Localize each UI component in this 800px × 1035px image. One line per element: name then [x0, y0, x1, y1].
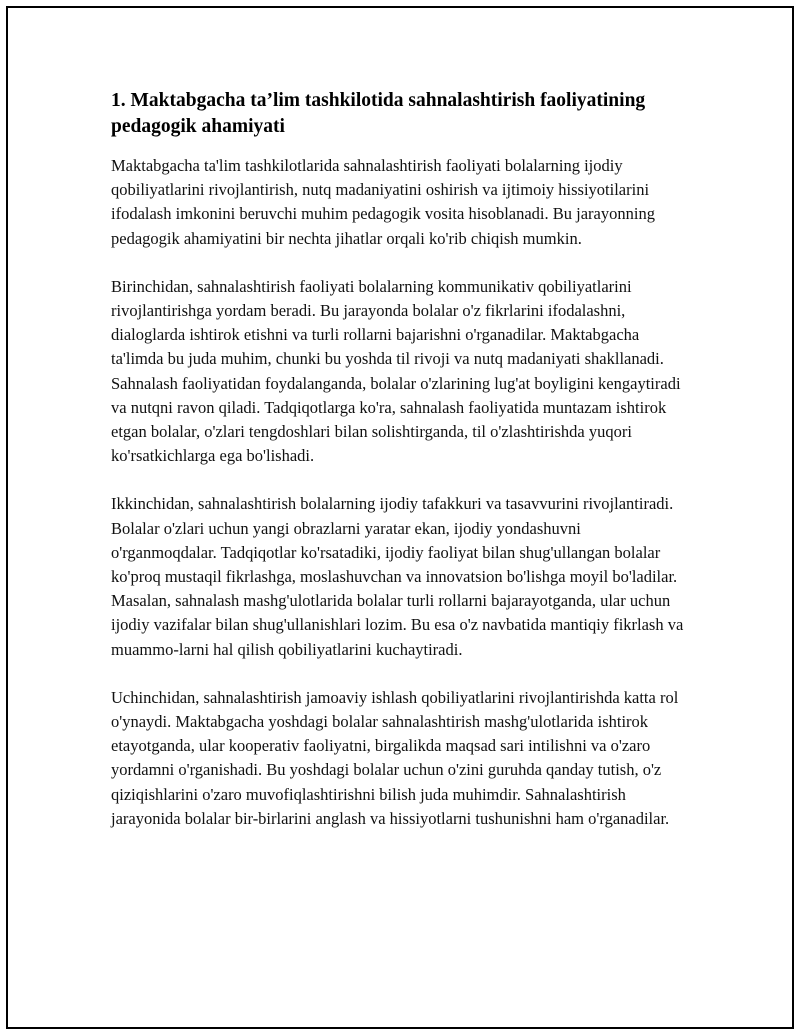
paragraph-intro: Maktabgacha ta'lim tashkilotlarida sahnalashtirish faoliyati bolalarning ijodiy qobiliyatlarini rivojlantirish, nutq madaniyatini oshirish va ijtimoiy hissiyotilarini ifodalash imkonini beruvchi muhim pedagogik vosita hisoblanadi. Bu jarayonning pedagogik ahamiyatini bir nechta jihatlar orqali ko'rib chiqish mumkin. [111, 156, 655, 248]
document-body [111, 88, 686, 855]
paragraph-first-point: Birinchidan, sahnalashtirish faoliyati bolalarning kommunikativ qobiliyatlarini rivojlantirishga yordam beradi. Bu jarayonda bolalar o'z fikrlarini ifodalashni, dialoglarda ishtirok etishni va turli rollarni bajarishni o'rganadilar. Maktabgacha ta'limda bu juda muhim, chunki bu yoshda til rivoji va nutq madaniyati shakllanadi. Sahnalash faoliyatidan foydalanganda, bolalar o'zlarining lug'at boyligini kengaytiradi va nutqni ravon qiladi. Tadqiqotlarga ko'ra, sahnalash faoliyatida muntazam ishtirok etgan bolalar, o'zlari tengdoshlari bilan solishtirganda, til o'zlashtirishda yuqori ko'rsatkichlarga ega bo'lishadi. [111, 276, 681, 466]
section-heading: 1. Maktabgacha ta’lim tashkilotida sahnalashtirish faoliyatining pedagogik ahamiyati [111, 90, 646, 137]
paragraph-second-point: Ikkinchidan, sahnalashtirish bolalarning ijodiy tafakkuri va tasavvurini rivojlantiradi. Bolalar o'zlari uchun yangi obrazlarni yaratar ekan, ijodiy yondashuvni o'rganmoqdalar. Tadqiqotlar ko'rsatadiki, ijodiy faoliyat bilan shug'ullangan bolalar ko'proq mustaqil fikrlashga, moslashuvchan va innovatsion bo'lishga moyil bo'ladilar. Masalan, sahnalash mashg'ulotlarida bolalar turli rollarni bajarayotganda, ular uchun ijodiy vazifalar bilan shug'ullanishlari lozim. Bu esa o'z navbatida mantiqiy fikrlash va muammo-larni hal qilish qobiliyatlarini kuchaytiradi. [111, 494, 684, 659]
paragraph-third-point: Uchinchidan, sahnalashtirish jamoaviy ishlash qobiliyatlarini rivojlantirishda katta rol o'ynaydi. Maktabgacha yoshdagi bolalar sahnalashtirish mashg'ulotlarida ishtirok etayotganda, ular kooperativ faoliyatni, birgalikda maqsad sari intilishni va o'zaro yordamni o'rganishadi. Bu yoshdagi bolalar uchun o'zini guruhda qanday tutish, o'z qiziqishlarini o'zaro muvofiqlashtirishni bilish juda muhimdir. Sahnalashtirish jarayonida bolalar bir-birlarini anglash va hissiyotlarni tushunishni ham o'rganadilar. [111, 687, 679, 828]
